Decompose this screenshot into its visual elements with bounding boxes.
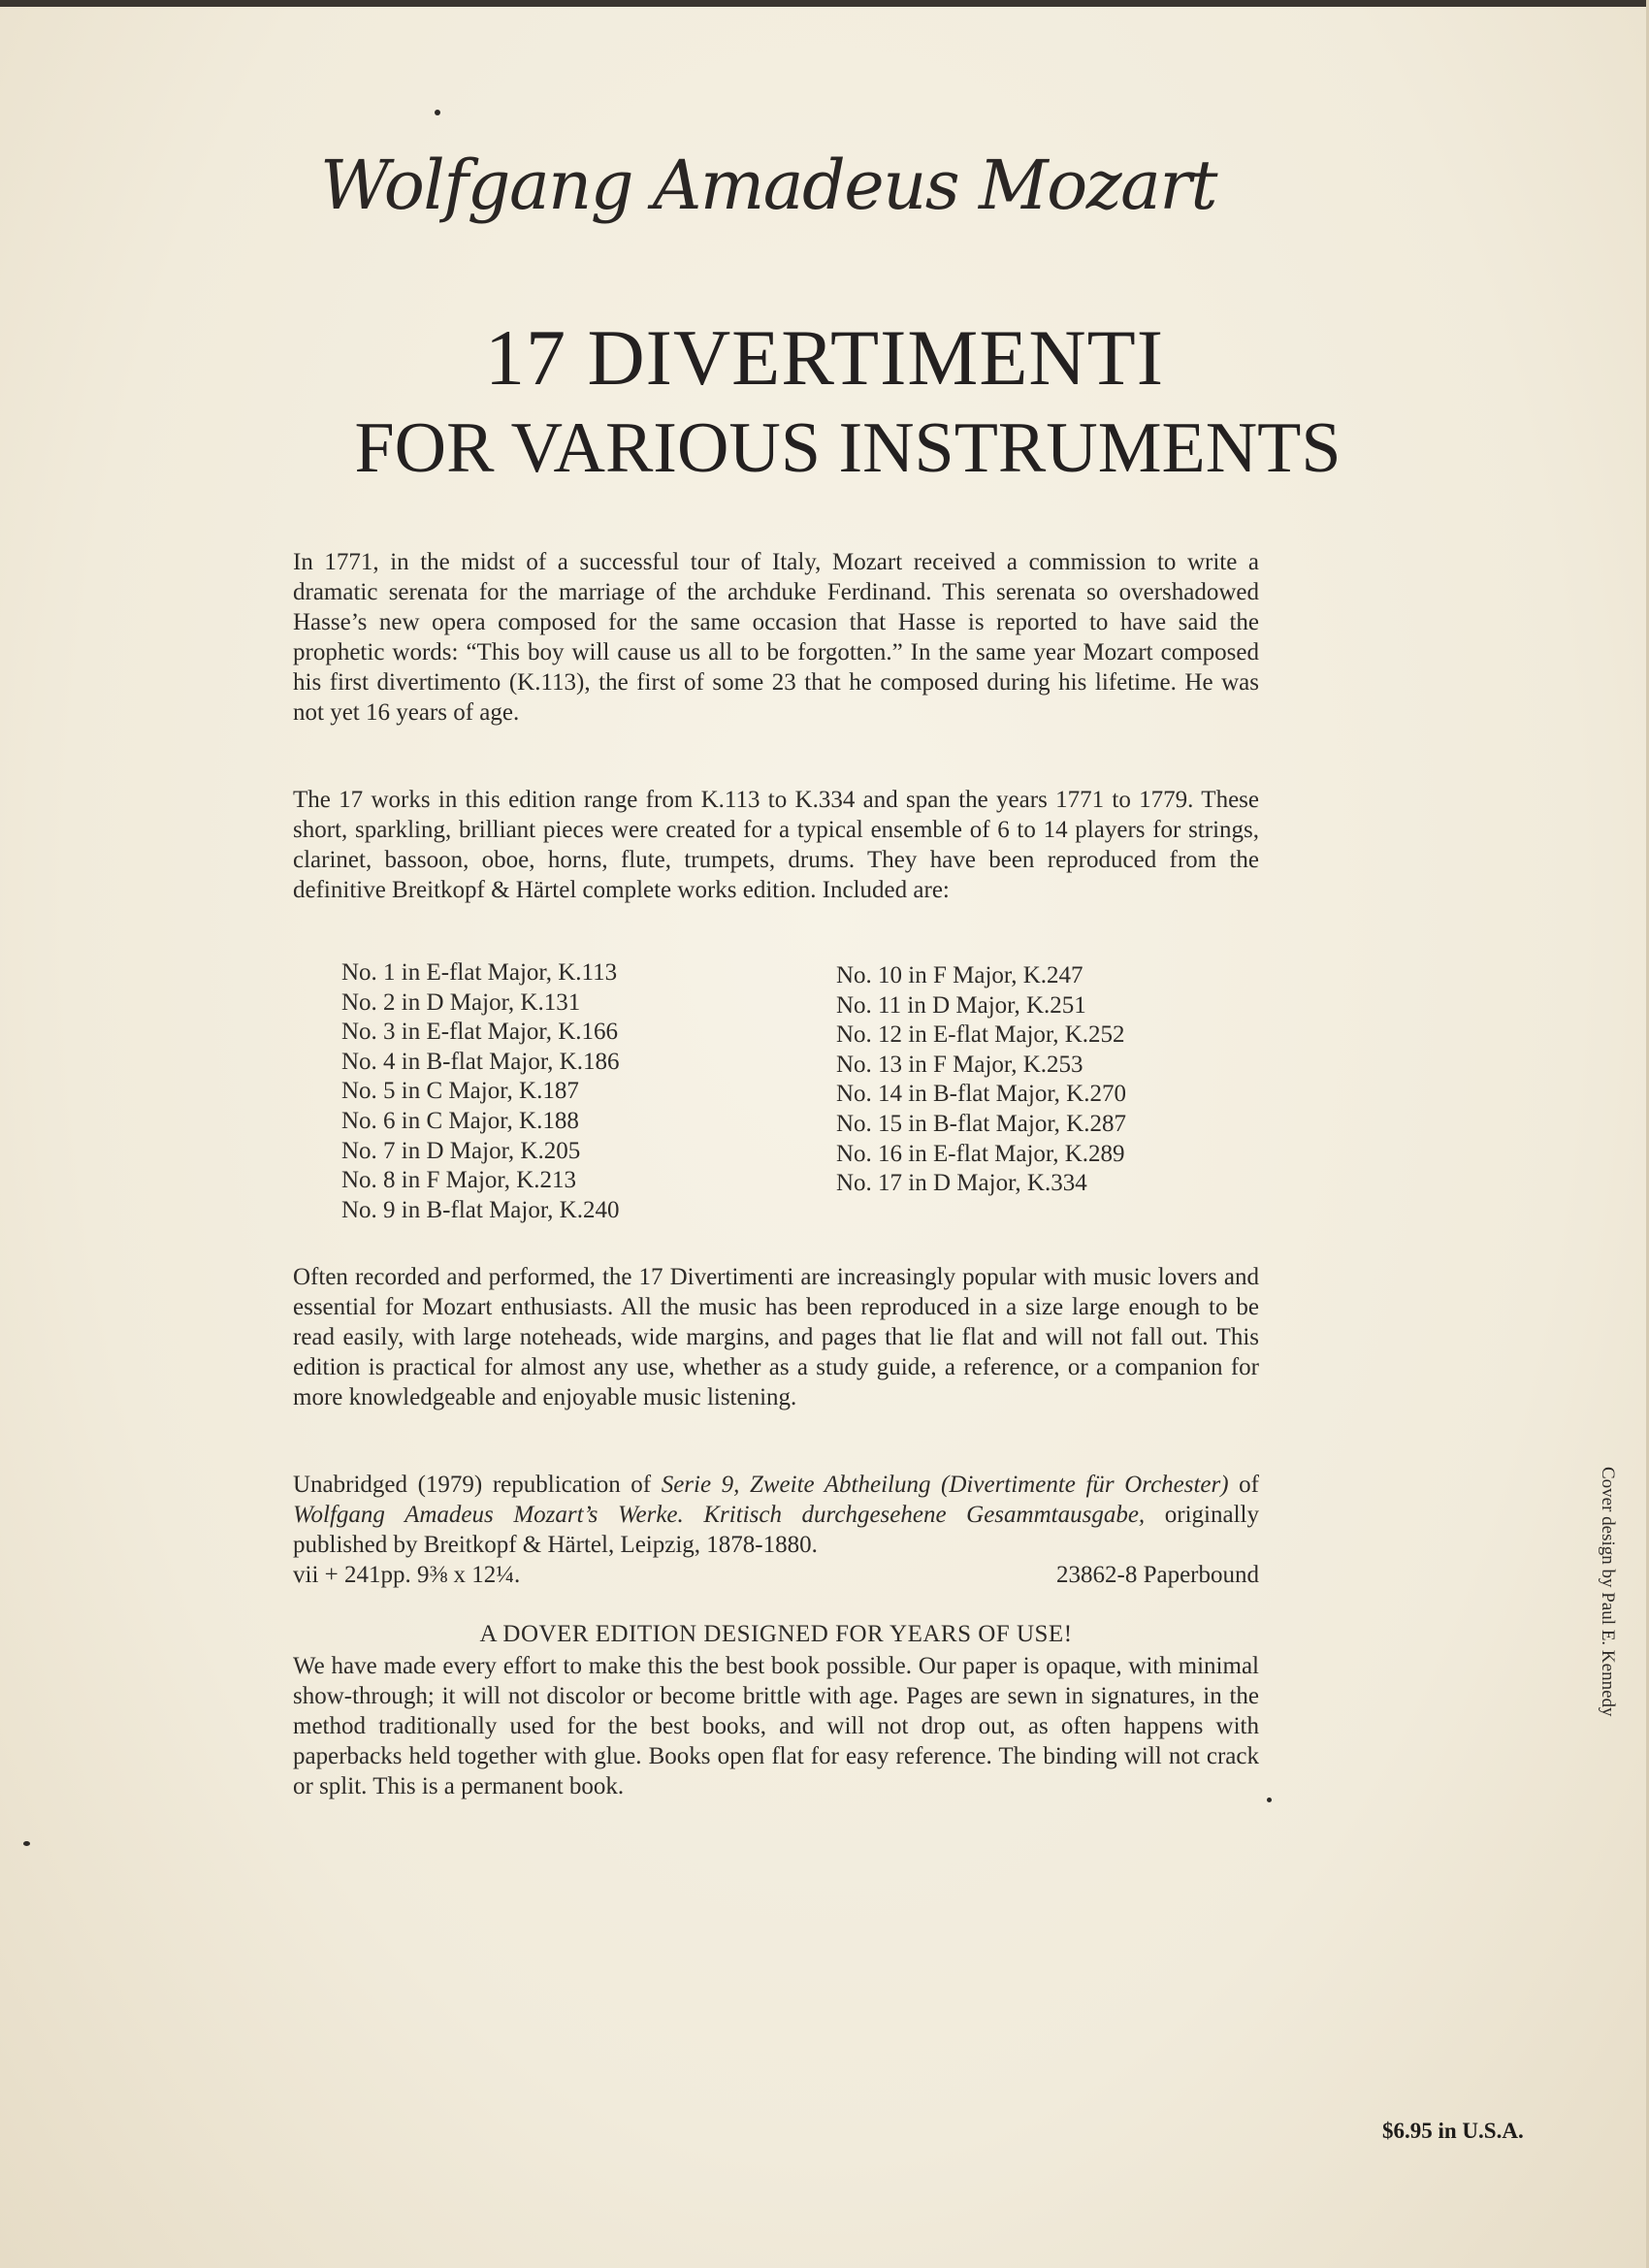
top-edge-shadow: [0, 0, 1649, 7]
ink-speck: [1267, 1798, 1272, 1802]
biblio-prefix: Unabridged (1979) republication of: [293, 1472, 662, 1498]
work-item: No. 10 in F Major, K.247: [836, 962, 1083, 988]
biblio-mid: of: [1228, 1472, 1259, 1498]
works-list-right: [836, 961, 1126, 1199]
biblio-publisher: originally published by Breitkopf & Härtel, Leipzig, 1878-1880.: [293, 1502, 1259, 1558]
work-item: No. 12 in E-flat Major, K.252: [836, 1021, 1125, 1049]
work-item: No. 8 in F Major, K.213: [341, 1167, 577, 1194]
ink-speck: [435, 110, 440, 115]
biblio-details-row: [293, 1560, 1259, 1590]
work-item: No. 2 in D Major, K.131: [341, 988, 581, 1016]
work-item: No. 17 in D Major, K.334: [836, 1170, 1087, 1197]
work-item: No. 15 in B-flat Major, K.287: [836, 1110, 1126, 1137]
work-item: No. 11 in D Major, K.251: [836, 991, 1086, 1019]
ink-speck: [23, 1841, 30, 1846]
price-label: $6.95 in U.S.A.: [1382, 2119, 1524, 2143]
intro-paragraph-2: The 17 works in this edition range from K.113 to K.334 and span the years 1771 to 1779. These short, sparkling, brilliant pieces were created for a typical ensemble of 6 to 14 players for strings, clarinet, bassoon, oboe, horns, flute, trumpets, drums. They have been reproduced from the definitive Breitkopf & Härtel complete works edition. Included are:: [293, 787, 1259, 903]
main-title: 17 DIVERTIMENTI: [484, 313, 1165, 402]
work-item: No. 5 in C Major, K.187: [341, 1078, 579, 1105]
composer-name: Wolfgang Amadeus Mozart: [320, 146, 1217, 225]
intro-paragraph-1: In 1771, in the midst of a successful tour of Italy, Mozart received a commission to write a dramatic serenata for the marriage of the archduke Ferdinand. This serenata so overshadowed Hasse’s new opera composed for the same occasion that Hasse is reported to have said the prophetic words: “This boy will cause us all to be forgotten.” In the same year Mozart composed his first divertimento (K.113), the first of some 23 that he composed during his lifetime. He was not yet 16 years of age.: [293, 549, 1259, 726]
biblio-pages: vii + 241pp. 9⅜ x 12¼.: [293, 1562, 521, 1588]
work-item: No. 7 in D Major, K.205: [341, 1137, 581, 1164]
dover-paragraph: We have made every effort to make this the best book possible. Our paper is opaque, with minimal show-through; it will not discolor or become brittle with age. Pages are sewn in signatures, in the method traditionally used for the best books, and will not drop out, as often happens with paperbacks held together with glue. Books open flat for easy reference. The binding will not crack or split. This is a permanent book.: [293, 1653, 1259, 1799]
work-item: No. 16 in E-flat Major, K.289: [836, 1140, 1125, 1167]
work-item: No. 9 in B-flat Major, K.240: [341, 1196, 620, 1223]
cover-design-credit: Cover design by Paul E. Kennedy: [1598, 1467, 1618, 1717]
usage-paragraph: Often recorded and performed, the 17 Divertimenti are increasingly popular with music lovers and essential for Mozart enthusiasts. All the music has been reproduced in a size large enough to be read easily, with large noteheads, wide margins, and pages that lie flat and will not fall out. This edition is practical for almost any use, whether as a study guide, a reference, or a companion for more knowledgeable and enjoyable music listening.: [293, 1264, 1259, 1410]
works-list-left: [341, 958, 619, 1225]
subtitle: FOR VARIOUS INSTRUMENTS: [354, 408, 1342, 488]
work-item: No. 4 in B-flat Major, K.186: [341, 1048, 620, 1075]
biblio-series: Serie 9, Zweite Abtheilung (Divertimente für Orchester): [661, 1472, 1229, 1498]
biblio-work-title: Wolfgang Amadeus Mozart’s Werke. Kritisch durchgesehene Gesammtausgabe,: [293, 1502, 1146, 1528]
work-item: No. 1 in E-flat Major, K.113: [341, 959, 618, 986]
work-item: No. 13 in F Major, K.253: [836, 1051, 1083, 1078]
work-item: No. 6 in C Major, K.188: [341, 1107, 579, 1134]
work-item: No. 3 in E-flat Major, K.166: [341, 1019, 619, 1046]
dover-heading: A DOVER EDITION DESIGNED FOR YEARS OF USE!: [479, 1621, 1073, 1647]
catalog-number: 23862-8 Paperbound: [1056, 1562, 1259, 1588]
bibliographic-note: [293, 1470, 1259, 1590]
work-item: No. 14 in B-flat Major, K.270: [836, 1081, 1126, 1108]
